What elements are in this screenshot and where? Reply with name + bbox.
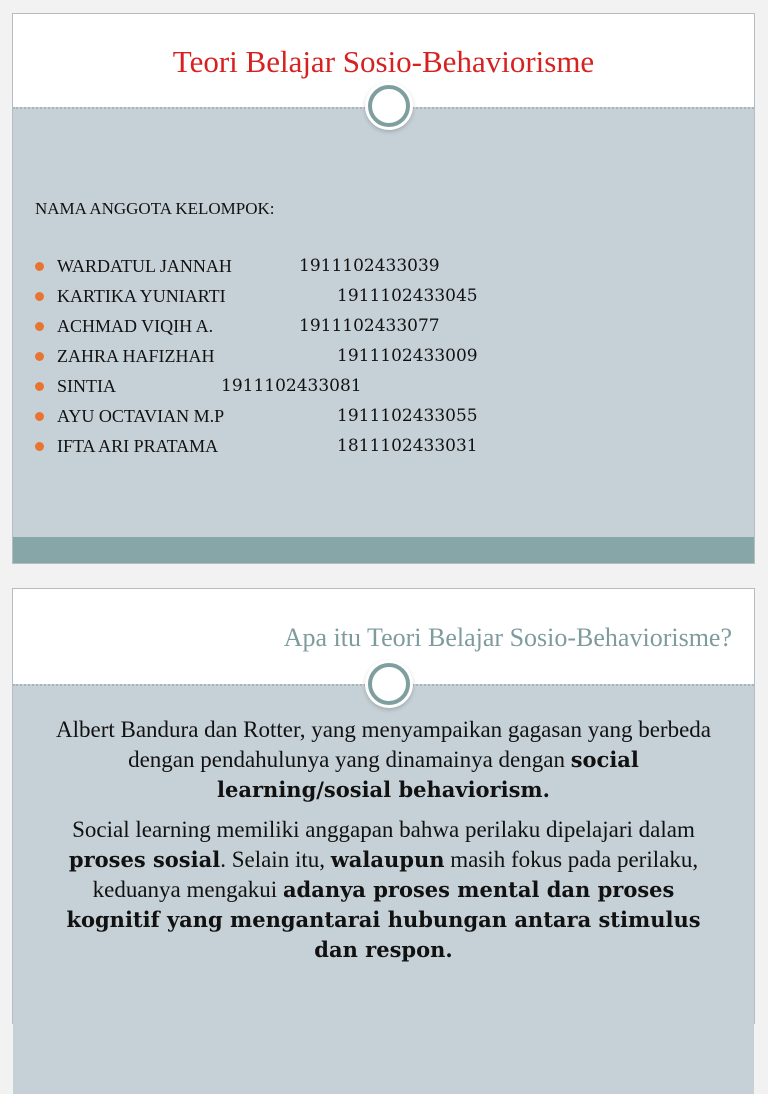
member-name: IFTA ARI PRATAMA — [57, 436, 219, 456]
paragraph-2-bold-1: proses sosial — [68, 847, 221, 872]
bullet-icon — [35, 412, 44, 421]
member-name: KARTIKA YUNIARTI — [57, 286, 226, 306]
paragraph-2 — [53, 815, 714, 965]
slide-1-title: Teori Belajar Sosio-Behaviorisme — [172, 44, 595, 79]
member-nim: 1911102433081 — [221, 376, 362, 396]
member-name: WARDATUL JANNAH — [57, 256, 232, 276]
slide-2-title: Apa itu Teori Belajar Sosio-Behaviorisme? — [283, 623, 732, 652]
bullet-icon — [35, 262, 44, 271]
footer-bar — [13, 537, 754, 563]
member-name: SINTIA — [57, 376, 116, 396]
slide-1 — [12, 13, 755, 564]
member-nim: 1911102433039 — [299, 256, 440, 276]
bullet-icon — [35, 292, 44, 301]
paragraph-2-text-b: . Selain itu, — [220, 847, 325, 872]
members-heading: NAMA ANGGOTA KELOMPOK: — [35, 199, 275, 218]
paragraph-1-text: Albert Bandura dan Rotter, yang menyampaikan gagasan yang berbeda dengan pendahulunya yang dinamainya dengan — [56, 717, 711, 772]
bullet-icon — [35, 382, 44, 391]
paragraph-1-bold: social learning/sosial behaviorism. — [217, 747, 639, 802]
paragraph-2-text-c: masih fokus pada perilaku, keduanya mengakui — [92, 847, 699, 902]
slide-2 — [12, 588, 755, 1024]
circle-ornament-icon — [368, 663, 410, 705]
bullet-icon — [35, 322, 44, 331]
paragraph-2-text-a: Social learning memiliki anggapan bahwa perilaku dipelajari dalam — [72, 817, 695, 842]
paragraph-2-bold-3: adanya proses mental dan proses kognitif yang mengantarai hubungan antara stimulus dan respon. — [66, 877, 701, 962]
member-name: ZAHRA HAFIZHAH — [57, 346, 215, 366]
member-nim: 1811102433031 — [337, 436, 478, 456]
member-nim: 1911102433077 — [299, 316, 440, 336]
bullet-icon — [35, 352, 44, 361]
member-name: AYU OCTAVIAN M.P — [57, 406, 225, 426]
paragraph-1 — [53, 715, 714, 805]
member-nim: 1911102433009 — [337, 346, 478, 366]
member-nim: 1911102433055 — [337, 406, 478, 426]
paragraph-2-bold-2: walaupun — [330, 847, 445, 872]
member-name: ACHMAD VIQIH A. — [57, 316, 214, 336]
circle-ornament-icon — [368, 85, 410, 127]
member-nim: 1911102433045 — [337, 286, 478, 306]
bullet-icon — [35, 442, 44, 451]
